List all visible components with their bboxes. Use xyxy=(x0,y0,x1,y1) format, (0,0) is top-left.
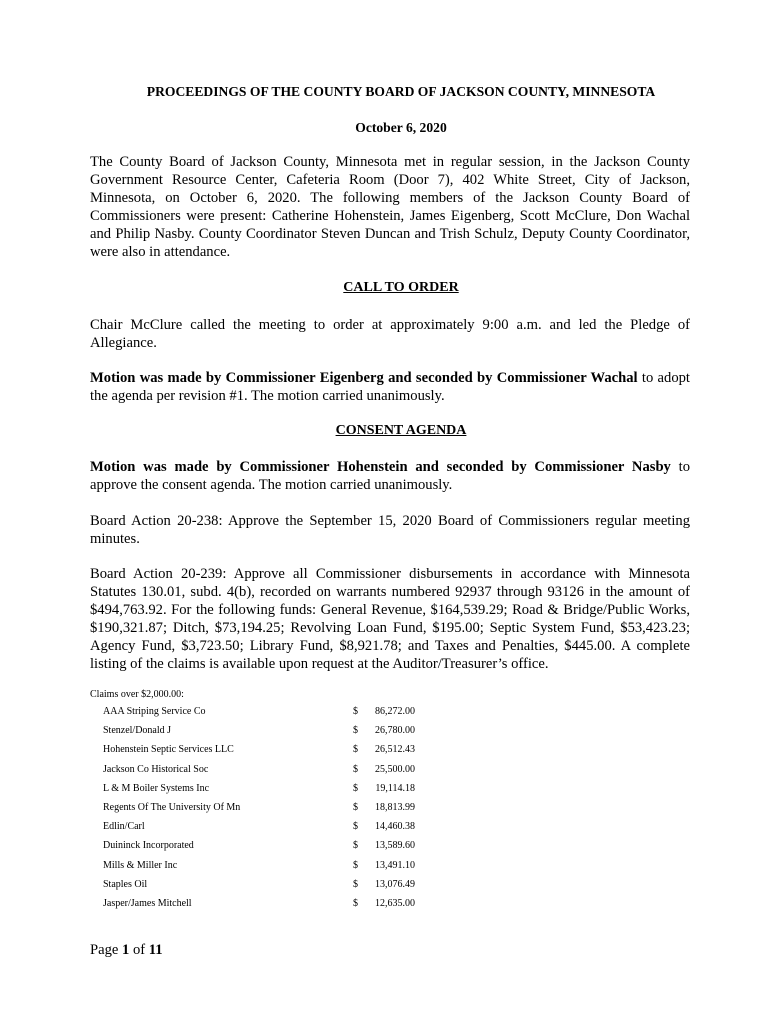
board-action-238: Board Action 20-238: Approve the September 15, 2020 Board of Commissioners regular meeting minutes. xyxy=(90,513,690,547)
claim-name: Staples Oil xyxy=(103,878,148,890)
page-word: Page xyxy=(90,942,123,958)
page-number: 1 xyxy=(122,942,130,958)
claim-dollar-sign: $ xyxy=(353,763,358,775)
claim-amount: 19,114.18 xyxy=(375,782,415,794)
call-to-order-text: Chair McClure called the meeting to order at approximately 9:00 a.m. and led the Pledge of Allegiance. xyxy=(90,317,690,351)
agenda-motion-rest: to adopt the agenda per revision #1. The motion carried unanimously. xyxy=(90,370,690,404)
claim-row xyxy=(103,879,423,898)
claim-row xyxy=(103,725,423,744)
claim-amount: 26,512.43 xyxy=(375,744,415,756)
claim-dollar-sign: $ xyxy=(353,878,358,890)
meeting-date: October 6, 2020 xyxy=(355,120,447,135)
claims-list xyxy=(103,706,423,917)
claim-name: Jackson Co Historical Soc xyxy=(103,763,209,775)
claim-name: Edlin/Carl xyxy=(103,821,145,833)
call-to-order-heading: CALL TO ORDER xyxy=(343,280,459,295)
claim-amount: 25,500.00 xyxy=(375,763,415,775)
claim-name: Mills & Miller Inc xyxy=(103,859,178,871)
claim-amount: 18,813.99 xyxy=(375,801,415,813)
page-footer xyxy=(90,942,163,959)
document-title: PROCEEDINGS OF THE COUNTY BOARD OF JACKSON COUNTY, MINNESOTA xyxy=(146,84,656,99)
claim-dollar-sign: $ xyxy=(353,706,358,717)
claim-row xyxy=(103,821,423,840)
claim-dollar-sign: $ xyxy=(353,801,358,813)
claim-dollar-sign: $ xyxy=(353,859,358,871)
claim-dollar-sign: $ xyxy=(353,744,358,756)
claim-name: Stenzel/Donald J xyxy=(103,725,172,737)
claim-dollar-sign: $ xyxy=(353,782,358,794)
of-word: of xyxy=(129,942,149,958)
page-total: 11 xyxy=(148,942,163,958)
claim-row xyxy=(103,706,423,725)
claim-dollar-sign: $ xyxy=(353,821,358,833)
intro-paragraph: The County Board of Jackson County, Minnesota met in regular session, in the Jackson County Government Resource Center, Cafeteria Room (Door 7), 402 White Street, City of Jackson, Minnesota, on October 6, 2020. The following members of the Jackson County Board of Commissioners were present: Catherine Hohenstein, James Eigenberg, Scott McClure, Don Wachal and Philip Nasby. County Coordinator Steven Duncan and Trish Schulz, Deputy County Coordinator, were also in attendance. xyxy=(90,154,690,260)
claim-amount: 12,635.00 xyxy=(375,897,415,909)
consent-motion-rest: to approve the consent agenda. The motion carried unanimously. xyxy=(90,459,690,493)
claim-row xyxy=(103,744,423,763)
claim-name: Hohenstein Septic Services LLC xyxy=(103,744,234,756)
consent-motion-paragraph xyxy=(90,458,690,494)
claim-dollar-sign: $ xyxy=(353,840,358,852)
claim-name: Jasper/James Mitchell xyxy=(103,897,192,909)
claim-name: AAA Striping Service Co xyxy=(103,706,206,717)
claim-amount: 26,780.00 xyxy=(375,725,415,737)
claim-amount: 86,272.00 xyxy=(375,706,415,717)
claim-name: Duininck Incorporated xyxy=(103,840,194,852)
claim-amount: 13,491.10 xyxy=(375,859,415,871)
claim-row xyxy=(103,860,423,879)
claim-row xyxy=(103,898,423,917)
claim-row xyxy=(103,783,423,802)
agenda-motion-paragraph xyxy=(90,369,690,405)
claims-title: Claims over $2,000.00: xyxy=(90,689,184,700)
claim-row xyxy=(103,764,423,783)
claim-dollar-sign: $ xyxy=(353,897,358,909)
claim-name: Regents Of The University Of Mn xyxy=(103,801,241,813)
claim-dollar-sign: $ xyxy=(353,725,358,737)
agenda-motion-bold: Motion was made by Commissioner Eigenberg and seconded by Commissioner Wachal xyxy=(90,370,638,386)
claim-name: L & M Boiler Systems Inc xyxy=(103,782,210,794)
consent-motion-bold: Motion was made by Commissioner Hohenstein and seconded by Commissioner Nasby xyxy=(90,459,671,475)
board-action-239: Board Action 20-239: Approve all Commissioner disbursements in accordance with Minnesota Statutes 130.01, subd. 4(b), recorded on warrants numbered 92937 through 93126 in the amount of $494,763.92. For the following funds: General Revenue, $164,539.29; Road & Bridge/Public Works, $190,321.87; Ditch, $73,194.25; Revolving Loan Fund, $195.00; Septic System Fund, $53,423.23; Agency Fund, $3,723.50; Library Fund, $8,921.78; and Taxes and Penalties, $445.00. A complete listing of the claims is available upon request at the Auditor/Treasurer’s office. xyxy=(90,566,690,672)
claim-row xyxy=(103,802,423,821)
consent-agenda-heading: CONSENT AGENDA xyxy=(335,423,467,438)
claim-amount: 13,589.60 xyxy=(375,840,415,852)
claim-amount: 14,460.38 xyxy=(375,821,415,833)
claim-amount: 13,076.49 xyxy=(375,878,415,890)
claim-row xyxy=(103,840,423,859)
